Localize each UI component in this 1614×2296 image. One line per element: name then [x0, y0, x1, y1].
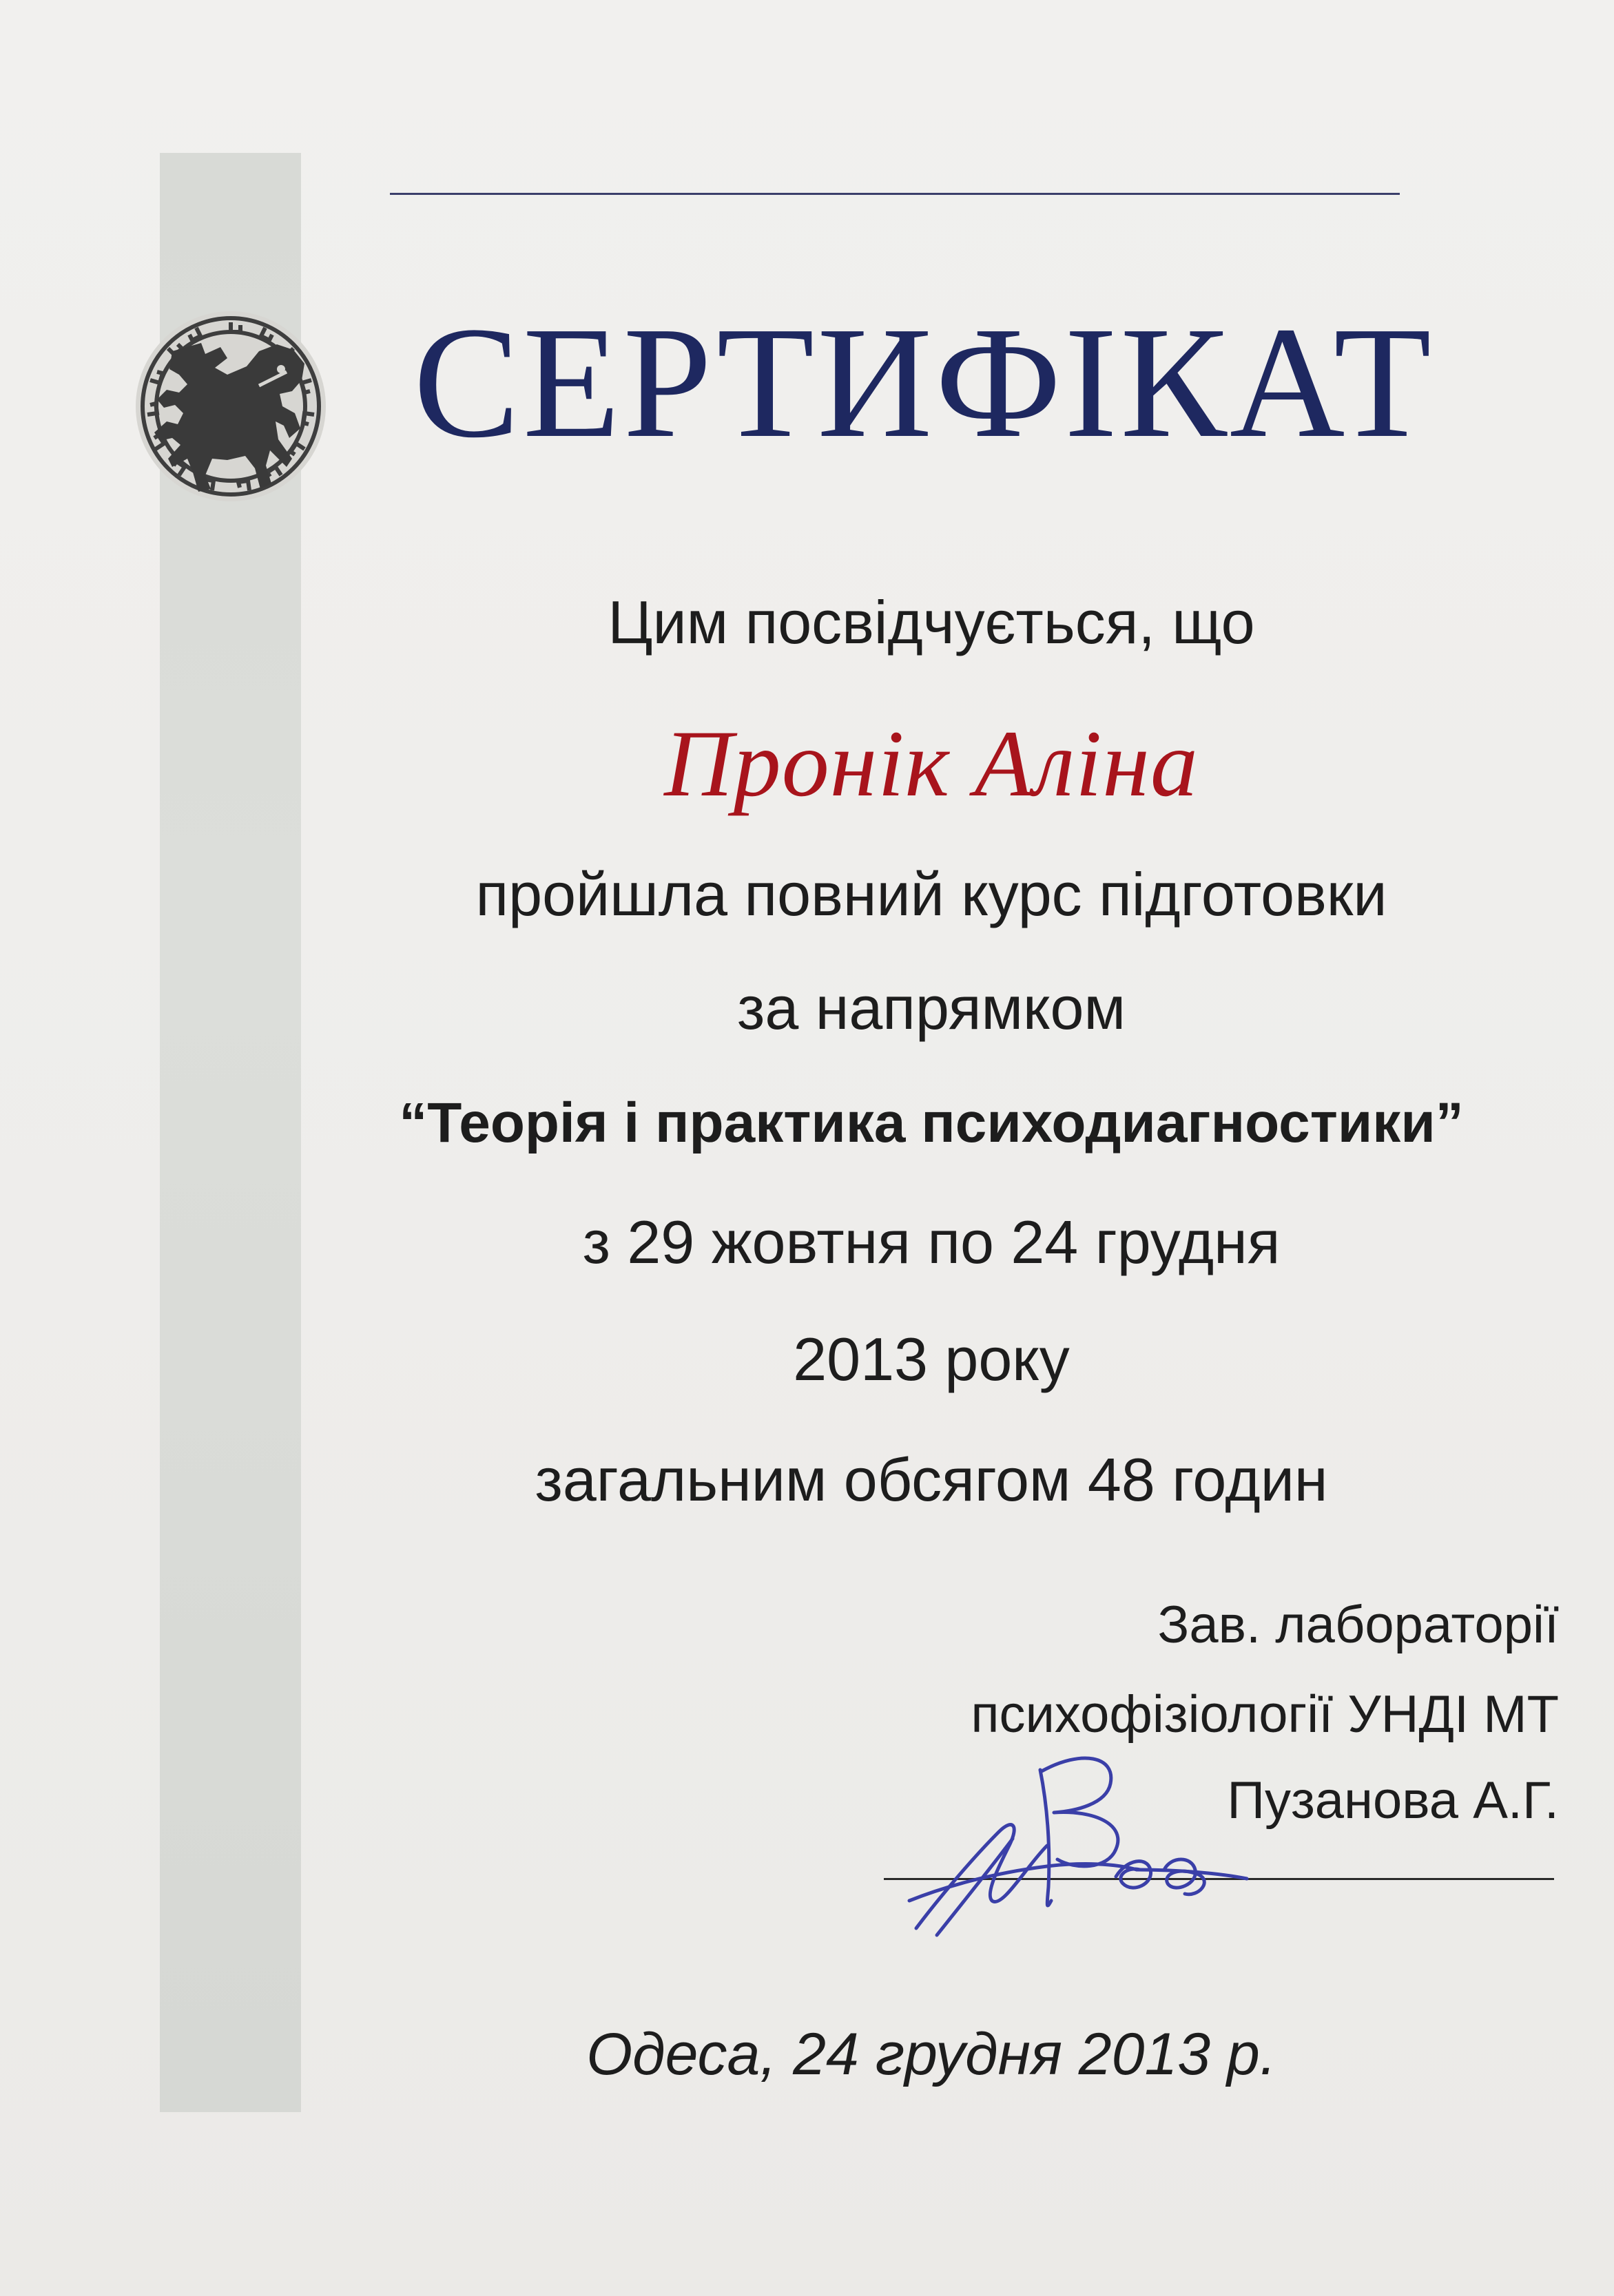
certificate-title: СЕРТИФІКАТ — [413, 294, 1434, 471]
course-name: “Теорія і практика психодиагностики” — [399, 1092, 1464, 1154]
signatory-name: Пузанова А.Г. — [1227, 1771, 1559, 1830]
period-dates: з 29 жовтня по 24 грудня — [582, 1208, 1281, 1276]
handwritten-signature — [889, 1729, 1274, 1956]
place-and-date: Одеса, 24 грудня 2013 р. — [586, 2021, 1276, 2087]
griffin-emblem-icon — [124, 303, 338, 510]
direction-text: за напрямком — [737, 974, 1126, 1042]
signatory-position-line-1: Зав. лабораторії — [1157, 1596, 1559, 1654]
top-divider — [390, 193, 1400, 195]
course-volume: загальним обсягом 48 годин — [535, 1446, 1328, 1514]
completion-text: пройшла повний курс підготовки — [475, 860, 1387, 928]
intro-text: Цим посвідчується, що — [608, 588, 1255, 656]
recipient-name: Пронік Аліна — [664, 711, 1199, 816]
signatory-position-line-2: психофізіології УНДІ МТ — [971, 1685, 1559, 1744]
period-year: 2013 року — [793, 1325, 1070, 1393]
